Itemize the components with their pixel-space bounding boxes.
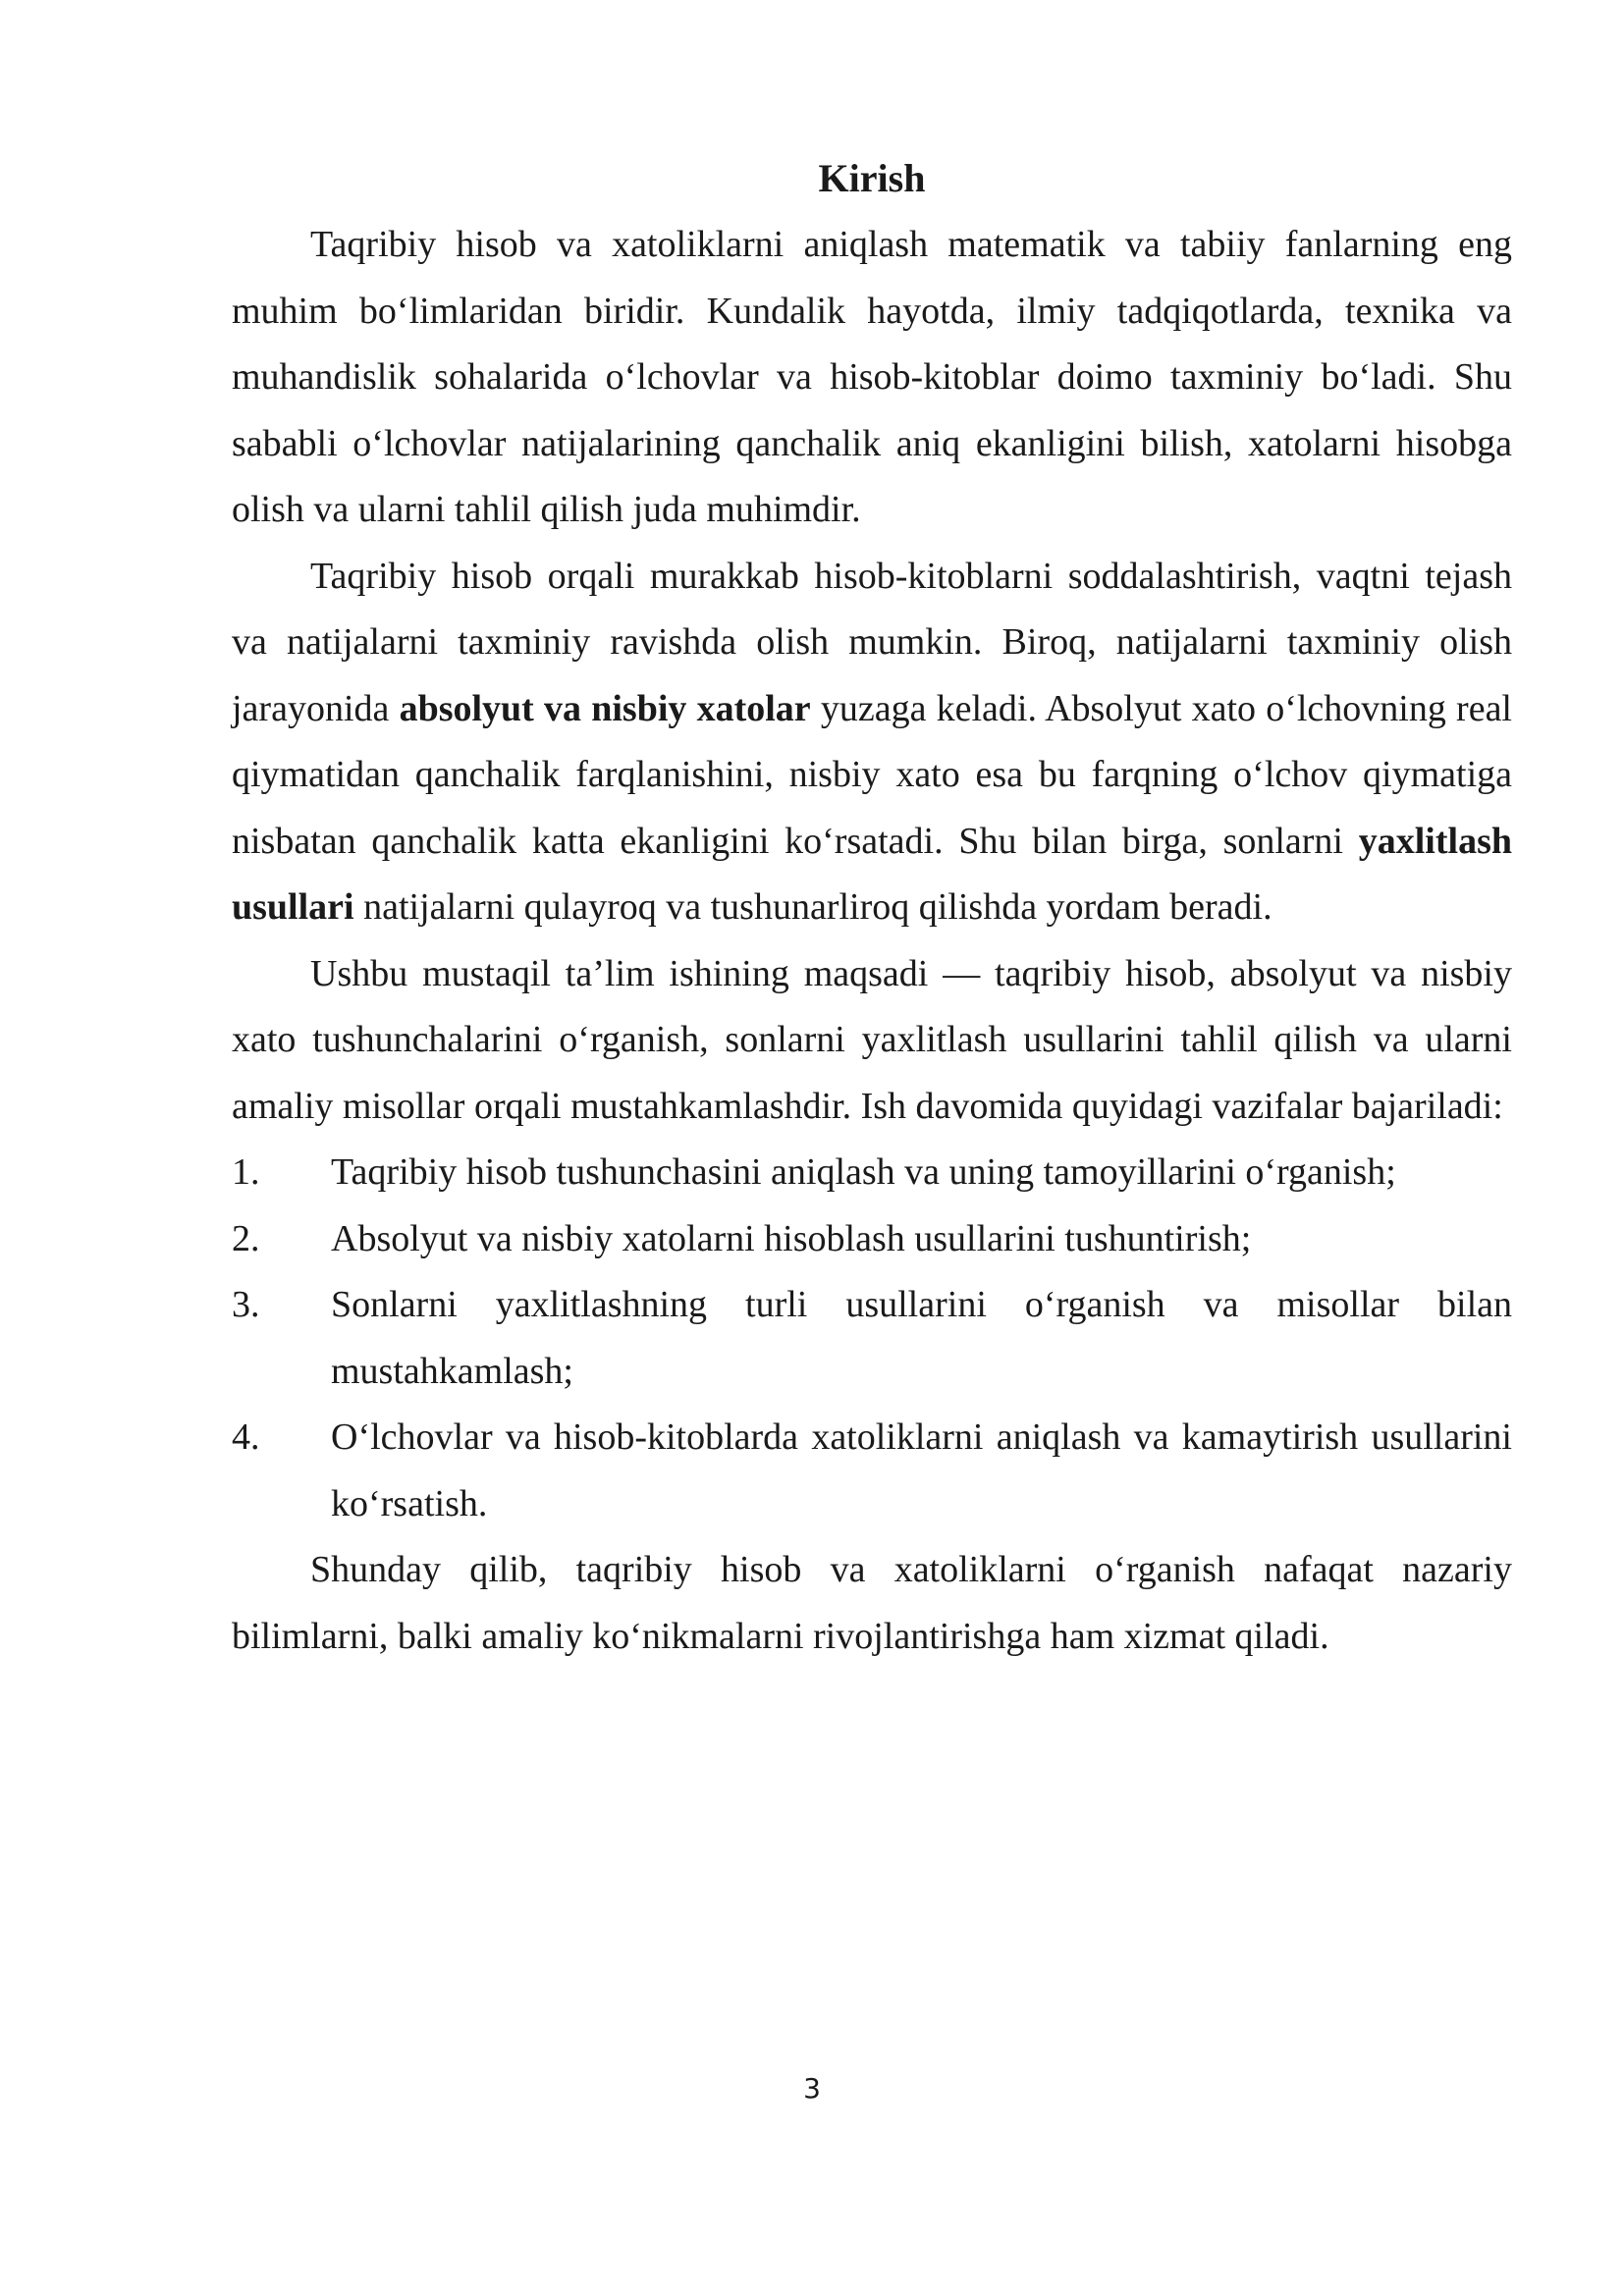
page-title: Kirish (818, 156, 926, 200)
task-number: 4. (232, 1416, 260, 1458)
task-number: 2. (232, 1217, 260, 1259)
document-page (232, 147, 1512, 1670)
task-number: 3. (232, 1284, 260, 1325)
task-list-item (232, 1272, 1512, 1405)
paragraph-2-text-3: natijalarni qulayroq va tushunarliroq qilishda yordam beradi. (353, 886, 1272, 928)
conclusion-paragraph: Shunday qilib, taqribiy hisob va xatoliklarni o‘rganish nafaqat nazariy bilimlarni, balki amaliy ko‘nikmalarni rivojlantirishga ham xizmat qiladi. (232, 1549, 1512, 1657)
intro-paragraph-1: Taqribiy hisob va xatoliklarni aniqlash matematik va tabiiy fanlarning eng muhim bo‘limlaridan biridir. Kundalik hayotda, ilmiy tadqiqotlarda, texnika va muhandislik sohalarida o‘lchovlar va hisob-kitoblar doimo taxminiy bo‘ladi. Shu sababli o‘lchovlar natijalarining qanchalik aniq ekanligini bilish, xatolarni hisobga olish va ularni tahlil qilish juda muhimdir. (232, 224, 1512, 530)
task-list-item (232, 1140, 1512, 1206)
paragraph-2-text-1: Taqribiy hisob orqali murakkab hisob-kitoblarni soddalashtirish, vaqtni tejash va natijalarni taxminiy ravishda olish mumkin. Biroq, natijalarni taxminiy olish jarayonida (232, 555, 1512, 729)
task-list-item (232, 1405, 1512, 1537)
task-number: 1. (232, 1151, 260, 1193)
bold-term-rounding: yaxlitlash usullari (232, 820, 1512, 928)
task-text: O‘lchovlar va hisob-kitoblarda xatoliklarni aniqlash va kamaytirish usullarini ko‘rsatish. (331, 1416, 1512, 1524)
intro-paragraph-2 (232, 544, 1512, 941)
task-text: Taqribiy hisob tushunchasini aniqlash va uning tamoyillarini o‘rganish; (331, 1151, 1396, 1193)
bold-term-errors: absolyut va nisbiy xatolar (399, 687, 811, 729)
task-list-item (232, 1206, 1512, 1273)
intro-paragraph-3: Ushbu mustaqil ta’lim ishining maqsadi — taqribiy hisob, absolyut va nisbiy xato tushunchalarini o‘rganish, sonlarni yaxlitlash usullarini tahlil qilish va ularni amaliy misollar orqali mustahkamlashdir. Ish davomida quyidagi vazifalar bajariladi: (232, 952, 1512, 1127)
paragraph-2-text-2: yuzaga keladi. Absolyut xato o‘lchovning real qiymatidan qanchalik farqlanishini, nisbiy xato esa bu farqning o‘lchov qiymatiga nisbatan qanchalik katta ekanligini ko‘rsatadi. Shu bilan birga, sonlarni (232, 687, 1512, 862)
task-text: Sonlarni yaxlitlashning turli usullarini o‘rganish va misollar bilan mustahkamlash; (331, 1284, 1512, 1392)
task-list (232, 1140, 1512, 1537)
task-text: Absolyut va nisbiy xatolarni hisoblash usullarini tushuntirish; (331, 1217, 1252, 1259)
page-number: 3 (803, 2072, 821, 2105)
